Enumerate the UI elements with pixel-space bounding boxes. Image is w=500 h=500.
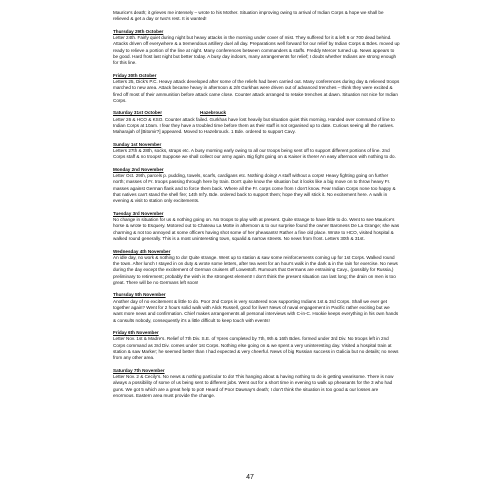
- entry-text: Letter 24th. Fairly quiet during night but heavy attacks in the morning under cover of mist. They suffered for it & left 6 or 700 dead behind. Attacks driven off everywhere & a tremendous artillery duel all day. Preparations well forward for our relief by Indian Corps & Bdes. moved up ready to relieve a portion of the line at night. Many conferences between commanders & staffs. Freddy Mercer turned up. News appears to be good. Hard frost last night but better today. A busy day indoors, many arrangements for relief; I doubt whether Indians are strong enough for this line.: [113, 35, 400, 66]
- entry-text: Letter Nov. 2 & Cecily's. No news & nothing particular to do! This hanging about & having nothing to do is getting wearisome. There is now always a possibility of some of us being sent to different jobs. Went out for a short time in evening to walk up pheasants for the 3 who had guns. We got 5 which are a great help to pot! Heard of Poor Dawnay's death; I don't think the situation is too good & our losses are enormous. Eastern area must provide the change.: [113, 374, 394, 399]
- entry-9: [113, 368, 400, 399]
- entry-text: Another day of no excitement & little to do. Poor 2nd Corps is very scattered now supporting Indians 1st & 3rd Corps. Shall we ever get together again? Went for 2 hours solid walk with Alick Russell, good for liver! News of naval engagement in Pacific rather exciting but we want more news and confirmation. Chief makes arrangements all personal interviews with C-in-C. Hookie keeps everything in his own hands & consults nobody, consequently it's a little difficult to keep touch with events!: [113, 298, 399, 323]
- entry-date: Sunday 1st November: [113, 141, 162, 147]
- entry-text: Letters 25, Dick's P.C. Heavy attack developed after some of the reliefs had been carried out. Many conferences during day & relieved troops marched to new area. Attack became heavy in afternoon & 2/8 Gurkhas were driven out of advanced trenches – think they were excited & fired off most of their ammunition before attack came close. Counter attack arranged to retake trenches at dawn. Situation not nice for Indian Corps.: [113, 79, 400, 103]
- diary-page: [113, 10, 400, 406]
- entry-2: [113, 110, 400, 135]
- intro-paragraph: Maurice's death; it grieves me intensely – wrote to his Mother. Situation improving owing to arrival of Indian Corps & hope we shall be relieved & get a day or two's rest. It is wanted!: [113, 10, 384, 22]
- entry-text: Letter Nov. 1st & Madre's. Relief of 7th Div. S.E. of Ypres completed by 7th, 9th & 16th Bdes. formed under 3rd Div. No troops left in 2nd Corps command as 3rd Div. comes under 1st Corps. Nothing else going on & we spent a very uninteresting day. Visited a hospital train at station & saw Marker; he seemed better than I had expected & very cheerful. News of big Russian success in Galicia but no details; no news from any other area.: [113, 336, 399, 361]
- entry-date: Thursday 29th October: [113, 28, 164, 34]
- entry-date: Thursday 5th November: [113, 292, 166, 298]
- entry-place: Hazebrouck: [200, 110, 227, 116]
- entry-date: Saturday 31st October: [113, 110, 163, 116]
- entry-3: [113, 142, 400, 161]
- entry-date: Friday 6th November: [113, 330, 159, 336]
- entry-1: [113, 73, 400, 104]
- entry-text: Letters 27th & 28th, socks, straps etc. A busy morning early owing to all our troops being sent off to support different portions of line. 2nd Corps staff & no troops! Suppose we shall collect our army again. Big fight going on & Kaiser is there! An easy afternoon with nothing to do.: [113, 148, 396, 160]
- entry-date: Saturday 7th November: [113, 367, 165, 373]
- entry-7: [113, 292, 400, 323]
- entry-0: [113, 29, 400, 67]
- entry-text: An idle day, no work & nothing to do! Quite strange. Went up to station & saw some reinforcements coming up for 1st Corps. Walked round the town. After lunch I stayed in on duty & wrote some letters, after tea went for an hour's walk in the dark & in the rain for exercise. No news during the day except the excitement of German cruisers off Lowestoft. Rumours that Germans are entraining Cavy., (possibly for Russia,) preliminary to retirement; probably the wish is the strongest element! I don't think the present situation can last long; the drain on men is too great. There will be no Germans left soon!: [113, 254, 398, 285]
- entry-text: Letter 26 & HCO & KSO. Counter attack failed. Gurkhas have lost heavily but situation quiet this morning. Handed over command of line to Indian Corps at 10am. I fear they have a troubled time before them as their staff is not organised up to date. Curious seeing all the natives. Maharajah of [Bitomir?] appeared. Moved to Hazebrouck. 1 Bde. ordered to support Cavy.: [113, 116, 395, 135]
- entry-text: Letter Oct. 29th, parcels p. pudding, towels, scarfs, cardigans etc. Nothing doing! A staff without a corps! Heavy fighting going on further north; masses of Fr. troops passing through here by train. Don't quite know the situation but it looks like a big move on to throw heavy Fr. masses against German flank and to force them back. Where all the Fr. corps come from I don't know. Fear Indian Corps none too happy & that natives can't stand the shell fire; 14th Inf'y. Bde. ordered back to support them; hope they will stick it. No excitement here. A walk in evening & visit to station only excitements.: [113, 173, 396, 204]
- entry-6: [113, 249, 400, 287]
- entry-text: No change in situation for us & nothing going on. No troops to play with at present. Quite strange to have little to do. Went to see Maurice's horse & wrote to Esquery. Motored out to Chateau La Motte in afternoon & to our surprise found the owner Baroness De La Grange; she was charming & not too annoyed at some officers having shot some of her pheasants! Rather a fine old place. Wrote to HCO, visited hospital & walked round generally. This is a most uninteresting town, squalid & narrow streets. No news from front. Letters 30th & 31st.: [113, 217, 400, 242]
- entry-date: Tuesday 3rd November: [113, 210, 164, 216]
- entry-8: [113, 330, 400, 361]
- entry-date: Wednesday 4th November: [113, 248, 171, 254]
- entry-4: [113, 167, 400, 205]
- entry-date: Friday 30th October: [113, 72, 157, 78]
- entry-5: [113, 211, 400, 242]
- page-number: 47: [246, 474, 254, 481]
- entry-date: Monday 2nd November: [113, 166, 164, 172]
